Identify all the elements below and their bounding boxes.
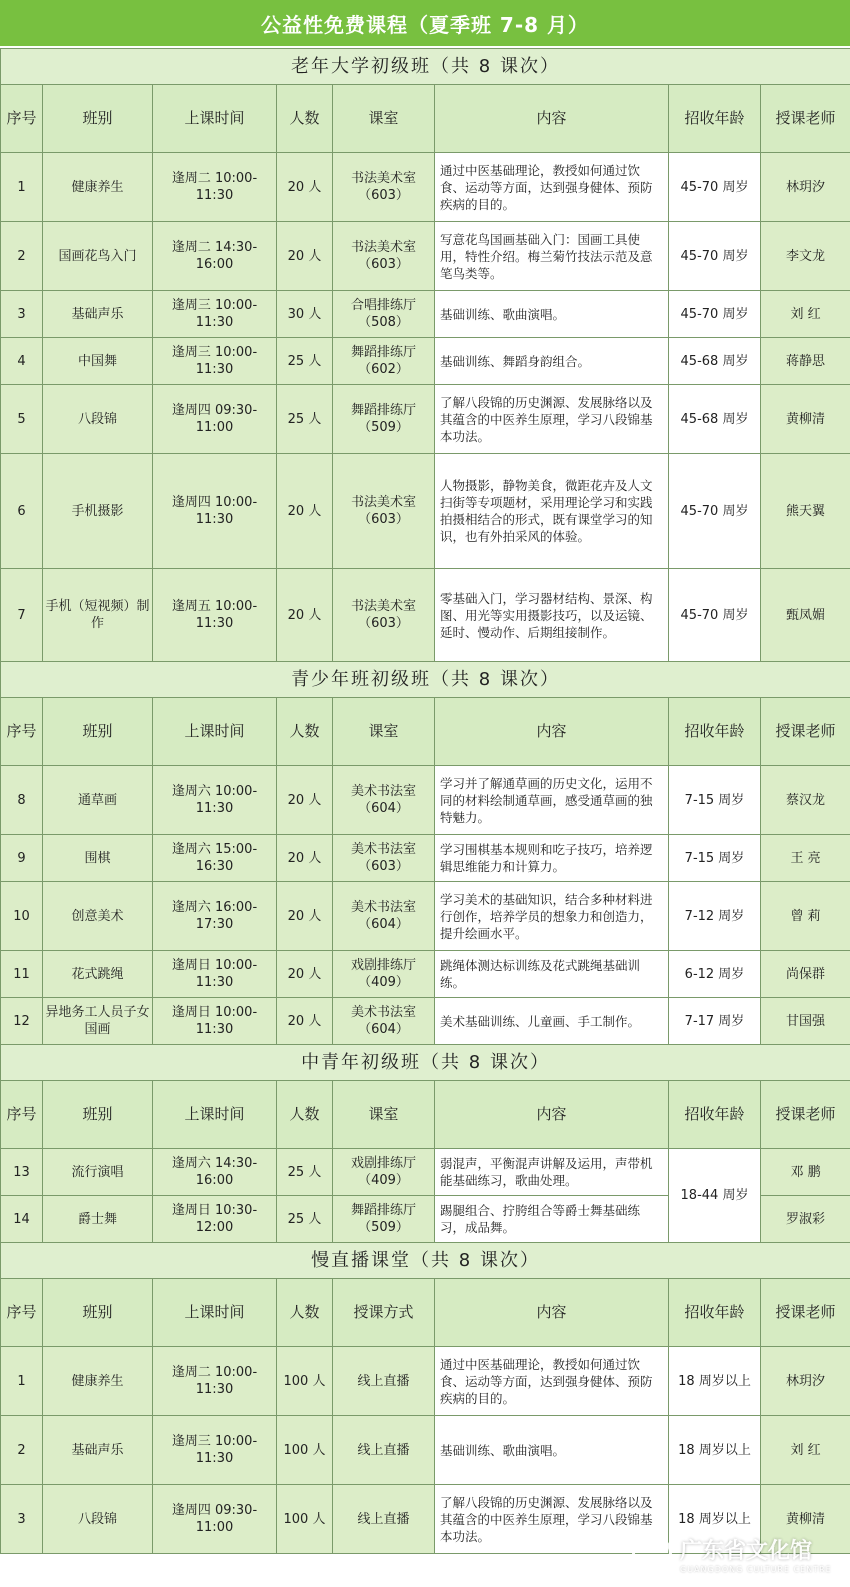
column-header-classroom: 课室: [333, 1081, 435, 1149]
table-row: [1, 291, 850, 338]
column-header-class-size: 人数: [277, 85, 333, 153]
column-header-class-size: 人数: [277, 698, 333, 766]
class-size: 100 人: [277, 1485, 333, 1554]
course-content: 弱混声，平衡混声讲解及运用，声带机能基础练习，歌曲处理。: [435, 1149, 669, 1196]
column-header-teacher: 授课老师: [761, 698, 850, 766]
class-time: 逢周三 10:00-11:30: [153, 1416, 277, 1485]
column-header-classroom: 课室: [333, 85, 435, 153]
age-range: 7-15 周岁: [669, 766, 761, 835]
class-time: 逢周二 10:00-11:30: [153, 153, 277, 222]
column-header-age-range: 招收年龄: [669, 1279, 761, 1347]
classroom: 线上直播: [333, 1485, 435, 1554]
column-header-row-number: 序号: [1, 85, 43, 153]
class-size: 20 人: [277, 882, 333, 951]
classroom: 合唱排练厅（508）: [333, 291, 435, 338]
column-header-age-range: 招收年龄: [669, 698, 761, 766]
class-name: 爵士舞: [43, 1196, 153, 1243]
column-header-age-range: 招收年龄: [669, 85, 761, 153]
course-content: 跳绳体测达标训练及花式跳绳基础训练。: [435, 951, 669, 998]
column-header-class-name: 班别: [43, 1081, 153, 1149]
course-content: 基础训练、歌曲演唱。: [435, 1416, 669, 1485]
classroom: 美术书法室（603）: [333, 835, 435, 882]
class-size: 20 人: [277, 998, 333, 1045]
table-header-row: [1, 698, 850, 766]
column-header-class-name: 班别: [43, 1279, 153, 1347]
age-range: 18 周岁以上: [669, 1347, 761, 1416]
class-size: 20 人: [277, 222, 333, 291]
class-size: 20 人: [277, 766, 333, 835]
table-row: [1, 454, 850, 569]
classroom: 舞蹈排练厅（509）: [333, 385, 435, 454]
course-content: 学习并了解通草画的历史文化，运用不同的材料绘制通草画，感受通草画的独特魅力。: [435, 766, 669, 835]
row-number: 12: [1, 998, 43, 1045]
class-time: 逢周二 10:00-11:30: [153, 1347, 277, 1416]
course-content: 基础训练、舞蹈身韵组合。: [435, 338, 669, 385]
teacher: 林玥汐: [761, 1347, 850, 1416]
watermark: [632, 1525, 848, 1583]
class-size: 25 人: [277, 385, 333, 454]
section-title: 慢直播课堂（共 8 课次）: [1, 1243, 850, 1279]
teacher: 李文龙: [761, 222, 850, 291]
class-name: 八段锦: [43, 385, 153, 454]
classroom: 书法美术室（603）: [333, 569, 435, 662]
column-header-class-time: 上课时间: [153, 1081, 277, 1149]
column-header-class-time: 上课时间: [153, 1279, 277, 1347]
column-header-class-name: 班别: [43, 85, 153, 153]
course-content: 学习美术的基础知识，结合多种材料进行创作，培养学员的想象力和创造力，提升绘画水平。: [435, 882, 669, 951]
row-number: 7: [1, 569, 43, 662]
course-content: 通过中医基础理论，教授如何通过饮食、运动等方面，达到强身健体、预防疾病的目的。: [435, 1347, 669, 1416]
class-time: 逢周三 10:00-11:30: [153, 291, 277, 338]
table-header-row: [1, 85, 850, 153]
class-size: 100 人: [277, 1347, 333, 1416]
column-header-course-content: 内容: [435, 1081, 669, 1149]
culture-centre-logo-icon: [632, 1534, 672, 1574]
teacher: 罗淑彩: [761, 1196, 850, 1243]
teacher: 甄凤媚: [761, 569, 850, 662]
column-header-row-number: 序号: [1, 1279, 43, 1347]
course-content: 了解八段锦的历史渊源、发展脉络以及其蕴含的中医养生原理，学习八段锦基本功法。: [435, 1485, 669, 1554]
class-name: 围棋: [43, 835, 153, 882]
classroom: 戏剧排练厅（409）: [333, 1149, 435, 1196]
row-number: 2: [1, 1416, 43, 1485]
row-number: 11: [1, 951, 43, 998]
column-header-classroom: 授课方式: [333, 1279, 435, 1347]
class-size: 20 人: [277, 454, 333, 569]
class-size: 20 人: [277, 153, 333, 222]
course-content: 通过中医基础理论，教授如何通过饮食、运动等方面，达到强身健体、预防疾病的目的。: [435, 153, 669, 222]
table-row: [1, 951, 850, 998]
column-header-teacher: 授课老师: [761, 1081, 850, 1149]
teacher: 刘 红: [761, 291, 850, 338]
class-time: 逢周六 10:00-11:30: [153, 766, 277, 835]
class-size: 25 人: [277, 338, 333, 385]
section-title: 老年大学初级班（共 8 课次）: [1, 49, 850, 85]
age-range: 45-68 周岁: [669, 385, 761, 454]
age-range: 7-15 周岁: [669, 835, 761, 882]
section-title-row: [1, 1045, 850, 1081]
course-content: 了解八段锦的历史渊源、发展脉络以及其蕴含的中医养生原理，学习八段锦基本功法。: [435, 385, 669, 454]
course-content: 写意花鸟国画基础入门：国画工具使用，特性介绍。梅兰菊竹技法示范及意笔鸟类等。: [435, 222, 669, 291]
column-header-course-content: 内容: [435, 1279, 669, 1347]
class-time: 逢周二 14:30-16:00: [153, 222, 277, 291]
column-header-teacher: 授课老师: [761, 1279, 850, 1347]
table-row: [1, 1149, 850, 1196]
table-row: [1, 222, 850, 291]
teacher: 蒋静思: [761, 338, 850, 385]
class-name: 手机（短视频）制作: [43, 569, 153, 662]
table-header-row: [1, 1279, 850, 1347]
class-size: 100 人: [277, 1416, 333, 1485]
row-number: 14: [1, 1196, 43, 1243]
row-number: 5: [1, 385, 43, 454]
age-range: 45-70 周岁: [669, 222, 761, 291]
table-header-row: [1, 1081, 850, 1149]
age-range: 18-44 周岁: [669, 1149, 761, 1243]
teacher: 熊天翼: [761, 454, 850, 569]
age-range: 7-17 周岁: [669, 998, 761, 1045]
class-size: 20 人: [277, 569, 333, 662]
class-name: 基础声乐: [43, 291, 153, 338]
class-size: 30 人: [277, 291, 333, 338]
class-time: 逢周六 14:30-16:00: [153, 1149, 277, 1196]
class-name: 流行演唱: [43, 1149, 153, 1196]
column-header-course-content: 内容: [435, 85, 669, 153]
column-header-row-number: 序号: [1, 1081, 43, 1149]
row-number: 9: [1, 835, 43, 882]
class-size: 20 人: [277, 951, 333, 998]
teacher: 黄柳清: [761, 1485, 850, 1554]
course-content: 零基础入门，学习器材结构、景深、构图、用光等实用摄影技巧，以及运镜、延时、慢动作、后期组接制作。: [435, 569, 669, 662]
column-header-age-range: 招收年龄: [669, 1081, 761, 1149]
teacher: 黄柳清: [761, 385, 850, 454]
class-time: 逢周四 10:00-11:30: [153, 454, 277, 569]
teacher: 林玥汐: [761, 153, 850, 222]
course-schedule-table: [0, 48, 850, 1554]
classroom: 舞蹈排练厅（602）: [333, 338, 435, 385]
column-header-class-size: 人数: [277, 1081, 333, 1149]
column-header-class-time: 上课时间: [153, 698, 277, 766]
age-range: 18 周岁以上: [669, 1485, 761, 1554]
class-time: 逢周日 10:00-11:30: [153, 951, 277, 998]
section-title: 青少年班初级班（共 8 课次）: [1, 662, 850, 698]
class-time: 逢周日 10:00-11:30: [153, 998, 277, 1045]
row-number: 3: [1, 1485, 43, 1554]
column-header-class-name: 班别: [43, 698, 153, 766]
teacher: 王 亮: [761, 835, 850, 882]
class-name: 八段锦: [43, 1485, 153, 1554]
table-row: [1, 1347, 850, 1416]
course-content: 人物摄影，静物美食，微距花卉及人文扫街等专项题材，采用理论学习和实践拍摄相结合的形式，既有课堂学习的知识，也有外拍采风的体验。: [435, 454, 669, 569]
age-range: 45-70 周岁: [669, 153, 761, 222]
section-title-row: [1, 1243, 850, 1279]
watermark-name: 广东省文化馆: [680, 1539, 813, 1564]
column-header-class-size: 人数: [277, 1279, 333, 1347]
column-header-row-number: 序号: [1, 698, 43, 766]
row-number: 4: [1, 338, 43, 385]
class-time: 逢周六 16:00-17:30: [153, 882, 277, 951]
column-header-teacher: 授课老师: [761, 85, 850, 153]
class-time: 逢周六 15:00-16:30: [153, 835, 277, 882]
teacher: 蔡汉龙: [761, 766, 850, 835]
section-title: 中青年初级班（共 8 课次）: [1, 1045, 850, 1081]
watermark-sub: GUANGDONG CULTURE CENTRE: [680, 1565, 832, 1574]
row-number: 10: [1, 882, 43, 951]
course-content: 学习围棋基本规则和吃子技巧，培养逻辑思维能力和计算力。: [435, 835, 669, 882]
section-title-row: [1, 49, 850, 85]
table-row: [1, 835, 850, 882]
classroom: 舞蹈排练厅（509）: [333, 1196, 435, 1243]
class-name: 中国舞: [43, 338, 153, 385]
classroom: 线上直播: [333, 1347, 435, 1416]
table-row: [1, 338, 850, 385]
class-time: 逢周四 09:30-11:00: [153, 385, 277, 454]
class-size: 20 人: [277, 835, 333, 882]
class-size: 25 人: [277, 1196, 333, 1243]
course-content: 基础训练、歌曲演唱。: [435, 291, 669, 338]
classroom: 美术书法室（604）: [333, 998, 435, 1045]
age-range: 7-12 周岁: [669, 882, 761, 951]
section-title-row: [1, 662, 850, 698]
class-time: 逢周日 10:30-12:00: [153, 1196, 277, 1243]
teacher: 刘 红: [761, 1416, 850, 1485]
class-name: 花式跳绳: [43, 951, 153, 998]
class-name: 异地务工人员子女国画: [43, 998, 153, 1045]
table-row: [1, 153, 850, 222]
class-time: 逢周四 09:30-11:00: [153, 1485, 277, 1554]
age-range: 45-70 周岁: [669, 569, 761, 662]
teacher: 邓 鹏: [761, 1149, 850, 1196]
table-row: [1, 385, 850, 454]
row-number: 13: [1, 1149, 43, 1196]
class-name: 通草画: [43, 766, 153, 835]
course-content: 美术基础训练、儿童画、手工制作。: [435, 998, 669, 1045]
classroom: 书法美术室（603）: [333, 454, 435, 569]
age-range: 18 周岁以上: [669, 1416, 761, 1485]
classroom: 戏剧排练厅（409）: [333, 951, 435, 998]
teacher: 尚保群: [761, 951, 850, 998]
table-row: [1, 998, 850, 1045]
class-name: 健康养生: [43, 153, 153, 222]
class-name: 手机摄影: [43, 454, 153, 569]
class-time: 逢周三 10:00-11:30: [153, 338, 277, 385]
classroom: 线上直播: [333, 1416, 435, 1485]
age-range: 45-70 周岁: [669, 291, 761, 338]
row-number: 1: [1, 1347, 43, 1416]
teacher: 曾 莉: [761, 882, 850, 951]
class-name: 健康养生: [43, 1347, 153, 1416]
column-header-course-content: 内容: [435, 698, 669, 766]
row-number: 8: [1, 766, 43, 835]
row-number: 6: [1, 454, 43, 569]
class-name: 国画花鸟入门: [43, 222, 153, 291]
age-range: 45-70 周岁: [669, 454, 761, 569]
table-row: [1, 766, 850, 835]
classroom: 美术书法室（604）: [333, 882, 435, 951]
table-row: [1, 1416, 850, 1485]
classroom: 书法美术室（603）: [333, 222, 435, 291]
row-number: 1: [1, 153, 43, 222]
class-time: 逢周五 10:00-11:30: [153, 569, 277, 662]
table-row: [1, 882, 850, 951]
column-header-class-time: 上课时间: [153, 85, 277, 153]
class-name: 基础声乐: [43, 1416, 153, 1485]
row-number: 3: [1, 291, 43, 338]
page-title: 公益性免费课程（夏季班 7-8 月）: [0, 0, 850, 48]
course-content: 踢腿组合、拧胯组合等爵士舞基础练习，成品舞。: [435, 1196, 669, 1243]
age-range: 45-68 周岁: [669, 338, 761, 385]
teacher: 甘国强: [761, 998, 850, 1045]
column-header-classroom: 课室: [333, 698, 435, 766]
classroom: 美术书法室（604）: [333, 766, 435, 835]
class-size: 25 人: [277, 1149, 333, 1196]
row-number: 2: [1, 222, 43, 291]
classroom: 书法美术室（603）: [333, 153, 435, 222]
age-range: 6-12 周岁: [669, 951, 761, 998]
class-name: 创意美术: [43, 882, 153, 951]
table-row: [1, 569, 850, 662]
